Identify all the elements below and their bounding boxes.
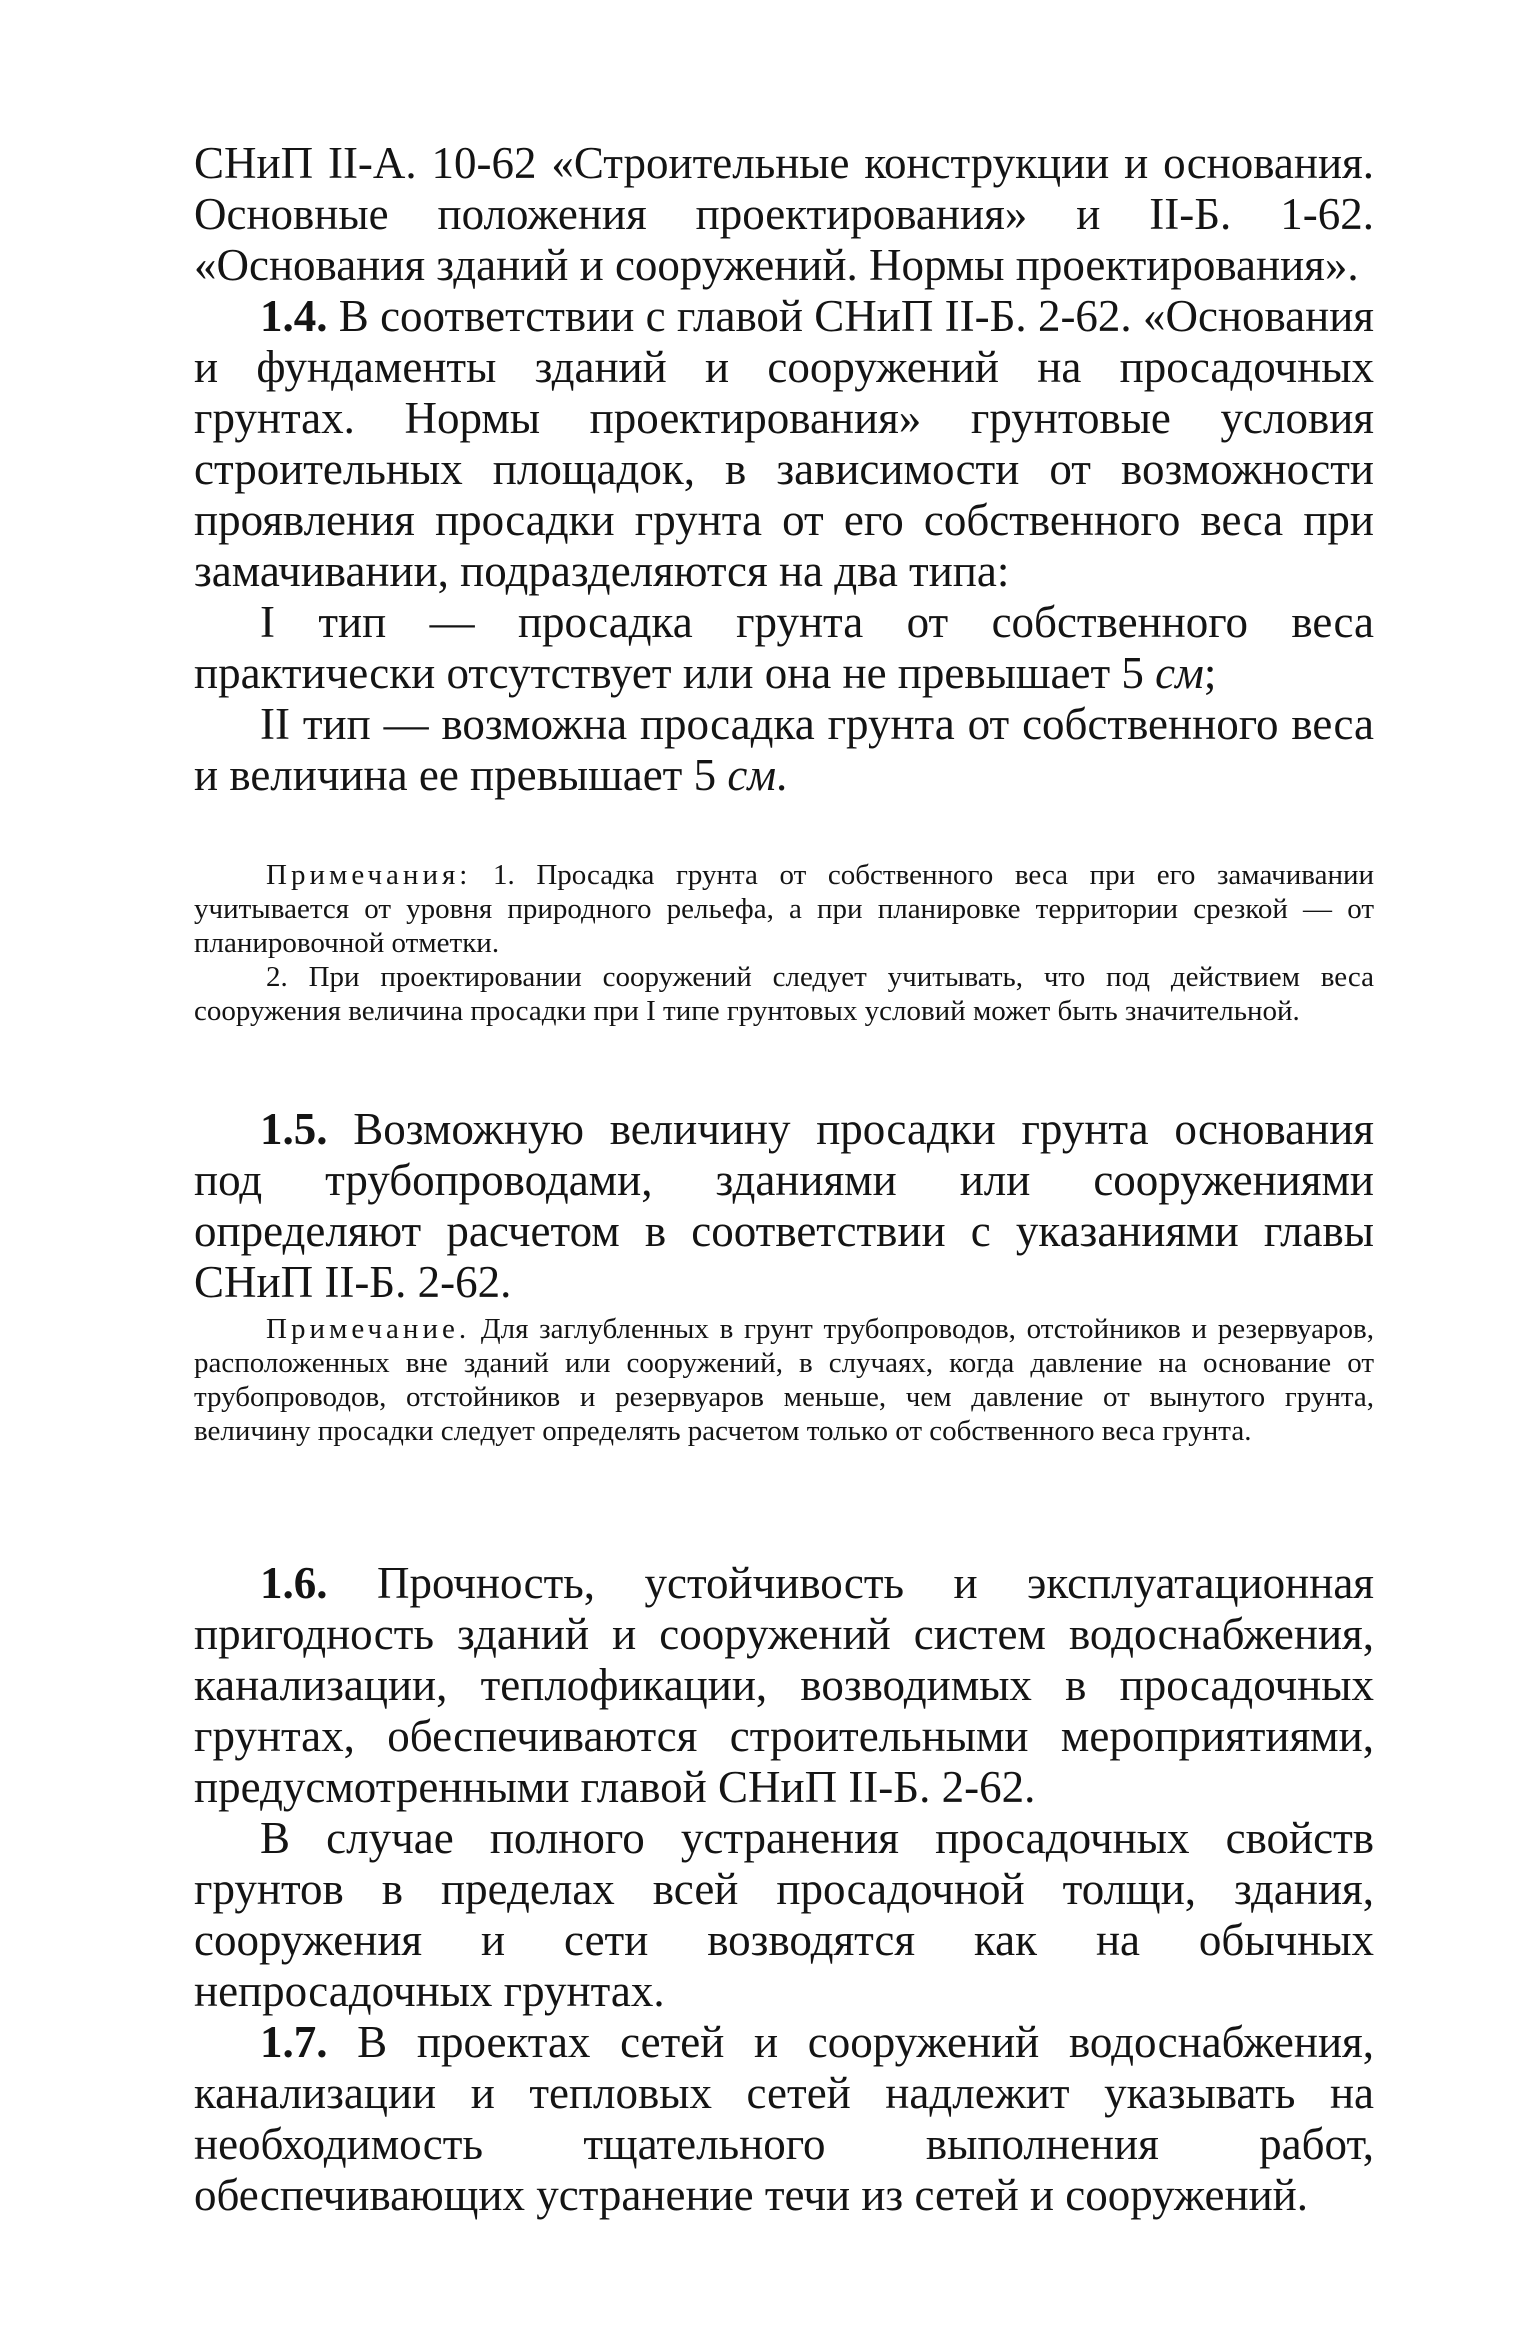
paragraph-full-removal: В случае полного устранения просадочных свойств грунтов в пределах всей просадочной толщи, здания, сооружения и сети возводятся как на обычных непросадочных грунтах. xyxy=(194,1813,1374,2016)
type-2-item xyxy=(194,699,1374,801)
clause-number: 1.6. xyxy=(260,1558,328,1608)
note-1-text: 1. Просадка грунта от собственного веса при его замачивании учитывается от уровня природного рельефа, а при планировке территории срезкой — от планировочной отметки. xyxy=(194,859,1374,959)
paragraph-1-5 xyxy=(194,1104,1374,1308)
clause-number: 1.5. xyxy=(260,1104,328,1154)
paragraph-intro: СНиП II-А. 10-62 «Строительные конструкции и основания. Основные положения проектирования» и II-Б. 1-62. «Основания зданий и сооружений. Нормы проектирования». xyxy=(194,138,1374,290)
type-2-text: II тип — возможна просадка грунта от собственного веса и величина ее превышает 5 xyxy=(194,699,1374,800)
punctuation: ; xyxy=(1203,648,1217,698)
notes-label: Примечания: xyxy=(266,859,472,891)
note-1 xyxy=(194,858,1374,960)
notes-block-2 xyxy=(194,1312,1374,1448)
type-1-text: I тип — просадка грунта от собственного веса практически отсутствует или она не превышает 5 xyxy=(194,597,1374,698)
type-1-item xyxy=(194,597,1374,699)
notes-block-1 xyxy=(194,858,1374,1028)
clause-text: В проектах сетей и сооружений водоснабжения, канализации и тепловых сетей надлежит указывать на необходимость тщательного выполнения работ, обеспечивающих устранение течи из сетей и сооружений. xyxy=(194,2017,1374,2220)
clause-text: Прочность, устойчивость и эксплуатационная пригодность зданий и сооружений систем водоснабжения, канализации, теплофикации, возводимых в просадочных грунтах, обеспечиваются строительными мероприятиями, предусмотренными главой СНиП II-Б. 2-62. xyxy=(194,1558,1374,1812)
paragraph-1-6 xyxy=(194,1558,1374,1813)
text-block-top xyxy=(194,138,1374,801)
note-single xyxy=(194,1312,1374,1448)
text-block-bottom xyxy=(194,1558,1374,2221)
clause-number: 1.7. xyxy=(260,2017,328,2067)
unit-label: см xyxy=(727,750,777,800)
clause-text: Возможную величину просадки грунта основания под трубопроводами, зданиями или сооружениями определяют расчетом в соответствии с указаниями главы СНиП II-Б. 2-62. xyxy=(194,1104,1374,1307)
unit-label: см xyxy=(1155,648,1204,698)
note-2: 2. При проектировании сооружений следует учитывать, что под действием веса сооружения величина просадки при I типе грунтовых условий может быть значительной. xyxy=(194,961,1374,1027)
paragraph-1-4 xyxy=(194,291,1374,597)
text-block-1-5 xyxy=(194,1104,1374,1308)
punctuation: . xyxy=(776,750,788,800)
paragraph-1-7 xyxy=(194,2017,1374,2221)
note-text: Для заглубленных в грунт трубопроводов, отстойников и резервуаров, расположенных вне зданий или сооружений, в случаях, когда давление на основание от трубопроводов, отстойников и резервуаров меньше, чем давление от вынутого грунта, величину просадки следует определять расчетом только от собственного веса грунта. xyxy=(194,1313,1374,1447)
clause-number: 1.4. xyxy=(260,291,328,341)
clause-text: В соответствии с главой СНиП II-Б. 2-62. «Основания и фундаменты зданий и сооружений на просадочных грунтах. Нормы проектирования» грунтовые условия строительных площадок, в зависимости от возможности проявления просадки грунта от его собственного веса при замачивании, подразделяются на два типа: xyxy=(194,291,1374,596)
note-label: Примечание. xyxy=(266,1313,471,1345)
